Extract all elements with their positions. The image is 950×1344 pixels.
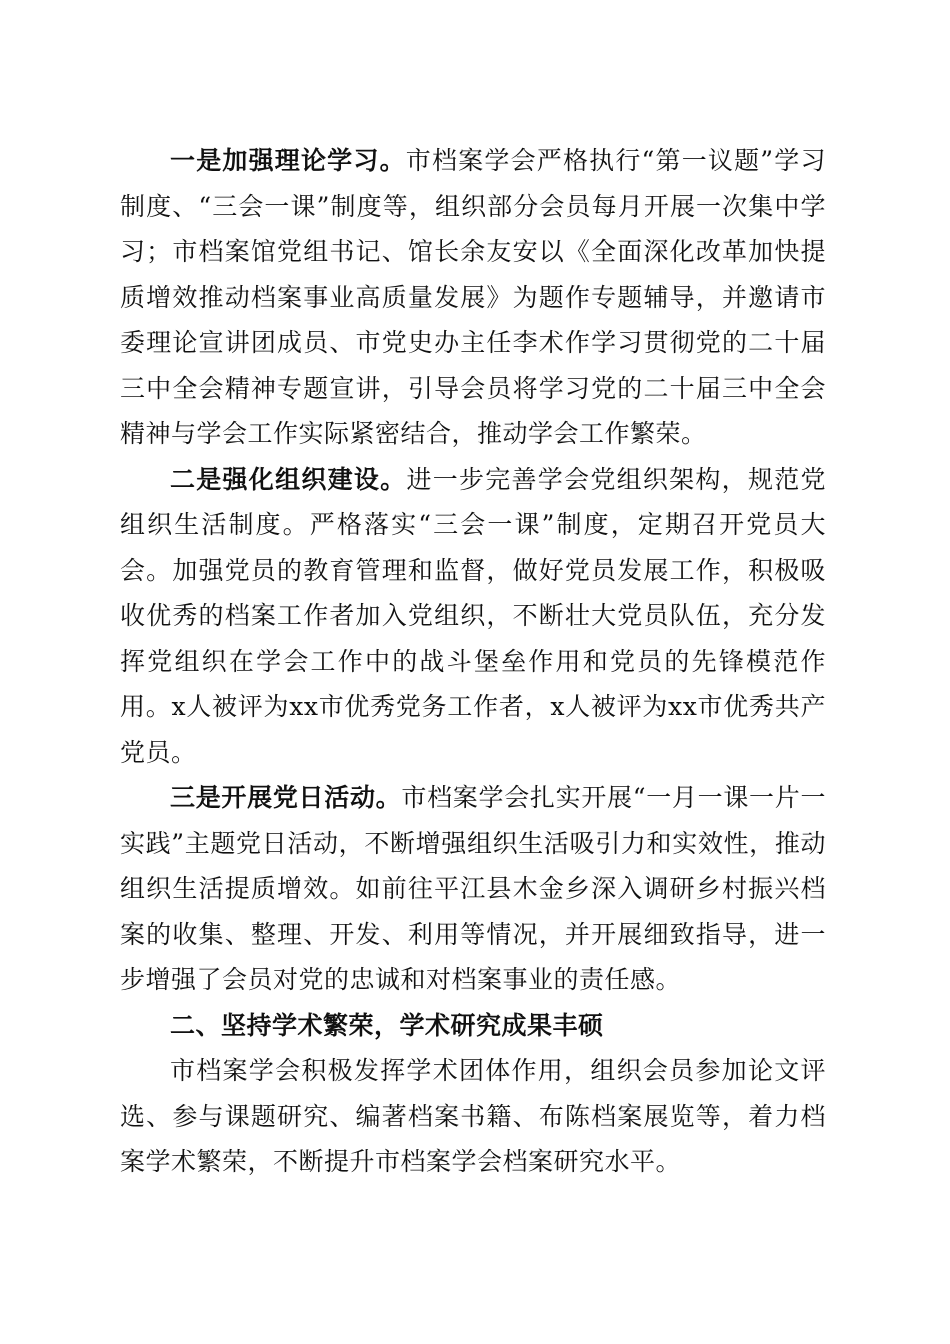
paragraph-organization-building	[120, 457, 826, 776]
paragraph-academic-work: 市档案学会积极发挥学术团体作用，组织会员参加论文评选、参与课题研究、编著档案书籍、布陈档案展览等，着力档案学术繁荣，不断提升市档案学会档案研究水平。	[120, 1056, 826, 1176]
paragraph-text: 市档案学会严格执行“第一议题”学习制度、“三会一课”制度等，组织部分会员每月开展一次集中学习；市档案馆党组书记、馆长余友安以《全面深化改革加快提质增效推动档案事业高质量发展》为题作专题辅导，并邀请市委理论宣讲团成员、市党史办主任李术作学习贯彻党的二十届三中全会精神专题宣讲，引导会员将学习党的二十届三中全会精神与学会工作实际紧密结合，推动学会工作繁荣。	[120, 146, 826, 448]
document-body	[120, 138, 826, 1185]
paragraph-theory-study	[120, 138, 826, 457]
paragraph-lead: 三是开展党日活动。	[170, 783, 402, 812]
paragraph-party-day-activities	[120, 775, 826, 1003]
paragraph-lead: 一是加强理论学习。	[170, 146, 406, 175]
section-heading: 二、坚持学术繁荣，学术研究成果丰硕	[170, 1010, 604, 1040]
paragraph-text: 进一步完善学会党组织架构，规范党组织生活制度。严格落实“三会一课”制度，定期召开党员大会。加强党员的教育管理和监督，做好党员发展工作，积极吸收优秀的档案工作者加入党组织，不断壮大党员队伍，充分发挥党组织在学会工作中的战斗堡垒作用和党员的先锋模范作用。x人被评为xx市优秀党务工作者，x人被评为xx市优秀共产党员。	[120, 464, 826, 767]
paragraph-lead: 二是强化组织建设。	[170, 464, 407, 494]
paragraph-text: 市档案学会扎实开展“一月一课一片一实践”主题党日活动，不断增强组织生活吸引力和实效性，推动组织生活提质增效。如前往平江县木金乡深入调研乡村振兴档案的收集、整理、开发、利用等情况，并开展细致指导，进一步增强了会员对党的忠诚和对档案事业的责任感。	[120, 783, 826, 994]
